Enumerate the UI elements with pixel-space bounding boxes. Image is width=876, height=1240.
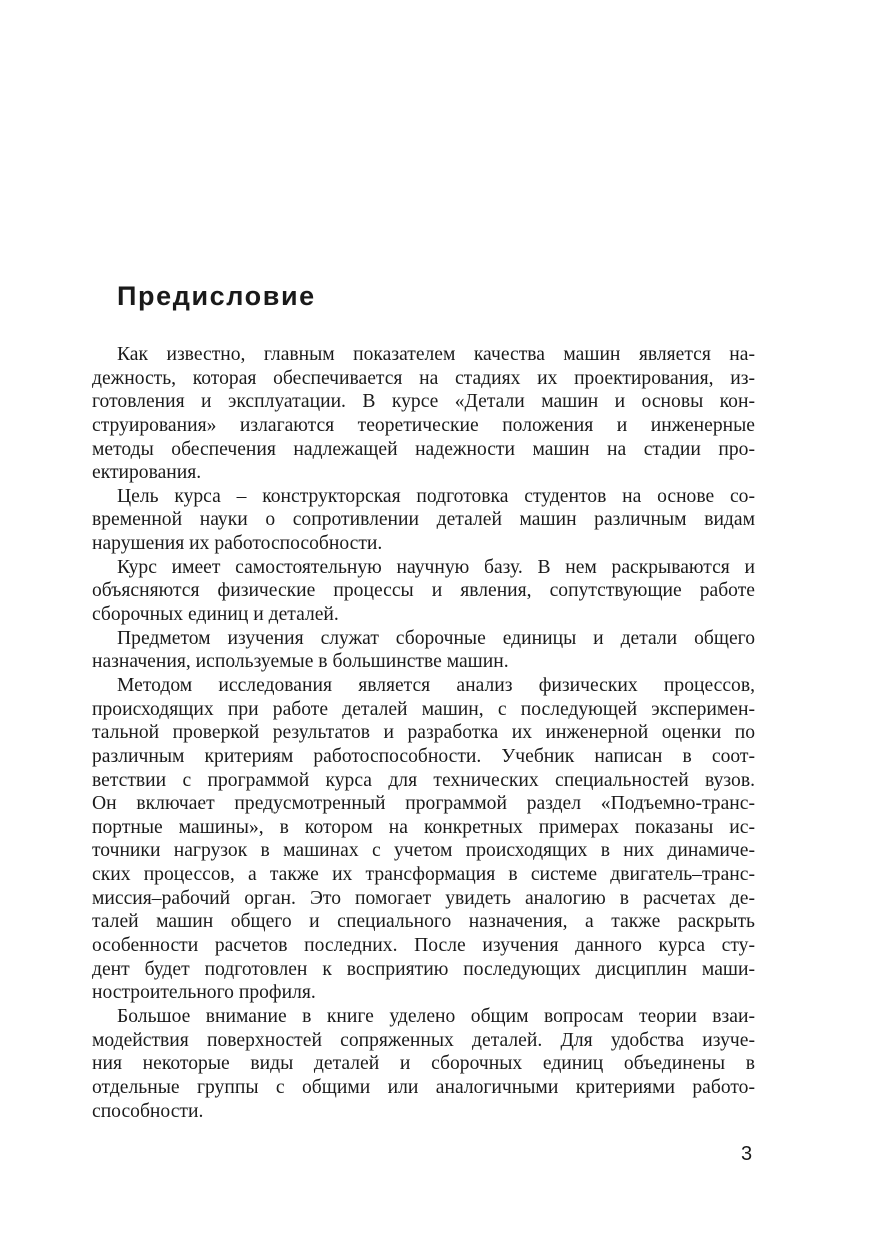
paragraph (92, 627, 755, 674)
text-line: модействия поверхностей сопряженных деталей. Для удобства изуче- (92, 1029, 755, 1051)
text-line: Он включает предусмотренный программой раздел «Подъемно-транс- (92, 793, 755, 815)
text-line: Большое внимание в книге уделено общим вопросам теории взаи- (117, 1005, 755, 1027)
text-line: различным критериям работоспособности. Учебник написан в соот- (92, 745, 755, 767)
text-line: особенности расчетов последних. После изучения данного курса сту- (92, 935, 755, 957)
paragraph (92, 1005, 755, 1123)
text-line: Курс имеет самостоятельную научную базу. В нем раскрываются и (117, 556, 755, 578)
text-line: талей машин общего и специального назначения, а также раскрыть (92, 911, 755, 933)
text-line: точники нагрузок в машинах с учетом происходящих в них динамиче- (92, 840, 755, 862)
text-line: нарушения их работоспособности. (92, 533, 383, 555)
text-line: ностроительного профиля. (92, 982, 316, 1004)
preface-body (92, 343, 755, 1123)
text-line: сборочных единиц и деталей. (92, 604, 339, 626)
text-line: ния некоторые виды деталей и сборочных единиц объединены в (92, 1053, 755, 1075)
text-line: Методом исследования является анализ физических процессов, (117, 674, 755, 696)
text-line: миссия–рабочий орган. Это помогает увидеть аналогию в расчетах де- (92, 887, 755, 909)
text-line: назначения, используемые в большинстве машин. (92, 651, 509, 673)
text-line: готовления и эксплуатации. В курсе «Детали машин и основы кон- (92, 391, 755, 413)
text-line: дент будет подготовлен к восприятию последующих дисциплин маши- (92, 958, 755, 980)
text-line: Как известно, главным показателем качества машин является на- (117, 344, 755, 365)
text-line: отдельные группы с общими или аналогичными критериями работо- (92, 1076, 755, 1098)
text-line: временной науки о сопротивлении деталей машин различным видам (92, 509, 755, 531)
text-line: объясняются физические процессы и явления, сопутствующие работе (92, 580, 755, 602)
text-line: методы обеспечения надлежащей надежности машин на стадии про- (92, 438, 755, 460)
text-line: Цель курса – конструкторская подготовка студентов на основе со- (117, 485, 755, 507)
text-line: ектирования. (92, 462, 202, 484)
text-line: тальной проверкой результатов и разработка их инженерной оценки по (92, 722, 755, 744)
text-line: дежность, которая обеспечивается на стадиях их проектирования, из- (92, 367, 755, 389)
paragraph (92, 556, 755, 627)
text-line: струирования» излагаются теоретические положения и инженерные (92, 414, 755, 436)
text-line: Предметом изучения служат сборочные единицы и детали общего (117, 627, 755, 649)
text-line: ских процессов, а также их трансформация в системе двигатель–транс- (92, 864, 755, 886)
text-line: происходящих при работе деталей машин, с последующей эксперимен- (92, 698, 755, 720)
text-line: ветствии с программой курса для технических специальностей вузов. (92, 769, 755, 791)
text-line: портные машины», в котором на конкретных примерах показаны ис- (92, 816, 755, 838)
page-number: 3 (741, 1143, 753, 1165)
paragraph (92, 485, 755, 556)
text-line: способности. (92, 1100, 204, 1122)
paragraph (92, 343, 755, 485)
page-title: Предисловие (117, 281, 316, 311)
paragraph (92, 674, 755, 1005)
